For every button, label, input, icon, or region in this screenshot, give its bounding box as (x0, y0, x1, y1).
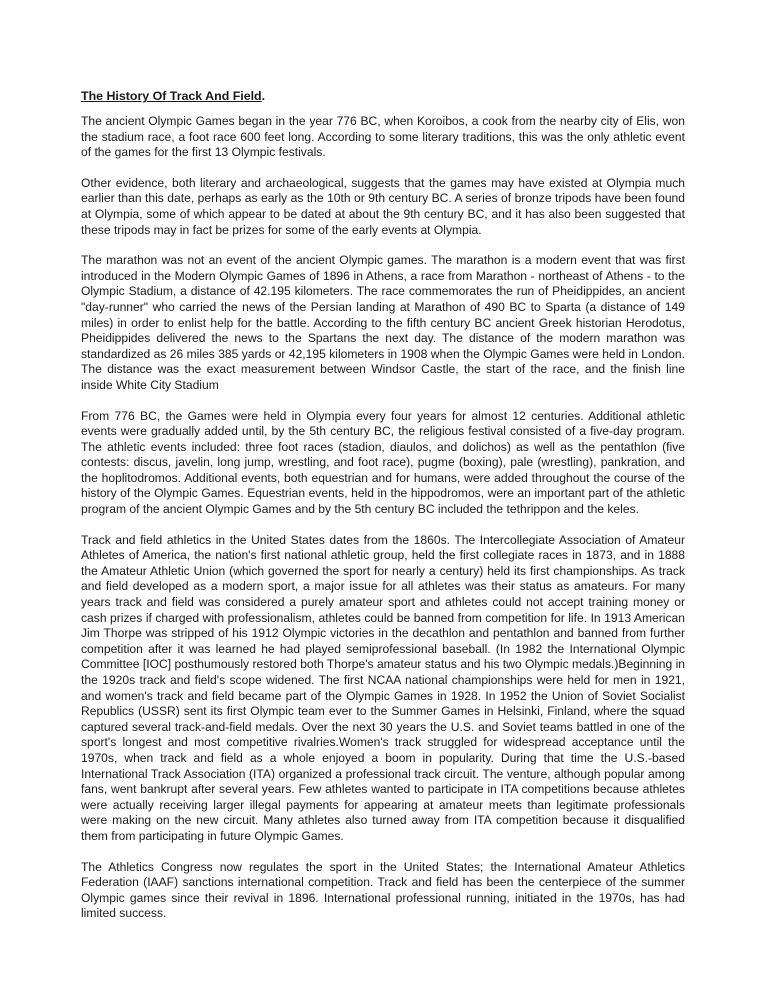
paragraph-governing-bodies: The Athletics Congress now regulates the sport in the United States; the International Amateur Athletics Federation (IAAF) sanctions international competition. Track and field has been the centerpiece of the summer Olympic games since their revival in 1896. International professional running, initiated in the 1970s, has had limited success. (81, 859, 685, 921)
paragraph-marathon: The marathon was not an event of the ancient Olympic games. The marathon is a modern event that was first introduced in the Modern Olympic Games of 1896 in Athens, a race from Marathon - northeast of Athens - to the Olympic Stadium, a distance of 42.195 kilometers. The race commemorates the run of Pheidippides, an ancient "day-runner" who carried the news of the Persian landing at Marathon of 490 BC to Sparta (a distance of 149 miles) in order to enlist help for the battle. According to the fifth century BC ancient Greek historian Herodotus, Pheidippides delivered the news to the Spartans the next day. The distance of the modern marathon was standardized as 26 miles 385 yards or 42,195 kilometers in 1908 when the Olympic Games were held in London. The distance was the exact measurement between Windsor Castle, the start of the race, and the finish line inside White City Stadium (81, 253, 685, 392)
paragraph-games-program: From 776 BC, the Games were held in Olympia every four years for almost 12 centuries. Additional athletic events were gradually added until, by the 5th century BC, the religious festival consisted of a five-day program. The athletic events included: three foot races (stadion, diaulos, and dolichos) as well as the pentathlon (five contests: discus, javelin, long jump, wrestling, and foot race), pugme (boxing), pale (wrestling), pankration, and the hoplitodromos. Additional events, both equestrian and for humans, were added throughout the course of the history of the Olympic Games. Equestrian events, held in the hippodromos, were an important part of the athletic program of the ancient Olympic Games and by the 5th century BC included the tethrippon and the keles. (81, 408, 685, 517)
document-title (81, 88, 685, 104)
paragraph-ancient-olympics: The ancient Olympic Games began in the year 776 BC, when Koroibos, a cook from the nearby city of Elis, won the stadium race, a foot race 600 feet long. According to some literary traditions, this was the only athletic event of the games for the first 13 Olympic festivals. (81, 114, 685, 160)
paragraph-archaeological-evidence: Other evidence, both literary and archaeological, suggests that the games may have existed at Olympia much earlier than this date, perhaps as early as the 10th or 9th century BC. A series of bronze tripods have been found at Olympia, some of which appear to be dated at about the 9th century BC, and it has also been suggested that these tripods may in fact be prizes for some of the early events at Olympia. (81, 175, 685, 237)
document-page (81, 88, 685, 937)
document-title-text: The History Of Track And Field (81, 89, 262, 103)
document-title-punctuation: . (261, 89, 266, 103)
paragraph-us-track-history: Track and field athletics in the United States dates from the 1860s. The Intercollegiate Association of Amateur Athletes of America, the nation's first national athletic group, held the first collegiate races in 1873, and in 1888 the Amateur Athletic Union (which governed the sport for nearly a century) held its first championships. As track and field developed as a modern sport, a major issue for all athletes was their status as amateurs. For many years track and field was considered a purely amateur sport and athletes could not accept training money or cash prizes if charged with professionalism, athletes could be banned from competition for life. In 1913 American Jim Thorpe was stripped of his 1912 Olympic victories in the decathlon and pentathlon and banned from further competition after it was learned he had played semiprofessional baseball. (In 1982 the International Olympic Committee [IOC] posthumously restored both Thorpe's amateur status and his two Olympic medals.)Beginning in the 1920s track and field's scope widened. The first NCAA national championships were held for men in 1921, and women's track and field became part of the Olympic Games in 1928. In 1952 the Union of Soviet Socialist Republics (USSR) sent its first Olympic team ever to the Summer Games in Helsinki, Finland, where the squad captured several track-and-field medals. Over the next 30 years the U.S. and Soviet teams battled in one of the sport's longest and most competitive rivalries.Women's track struggled for widespread acceptance until the 1970s, when track and field as a whole enjoyed a boom in popularity. During that time the U.S.-based International Track Association (ITA) organized a professional track circuit. The venture, although popular among fans, went bankrupt after several years. Few athletes wanted to participate in ITA competitions because athletes were actually receiving larger illegal payments for appearing at amateur meets than legitimate professionals were making on the new circuit. Many athletes also turned away from ITA competition because it disqualified them from participating in future Olympic Games. (81, 532, 685, 843)
